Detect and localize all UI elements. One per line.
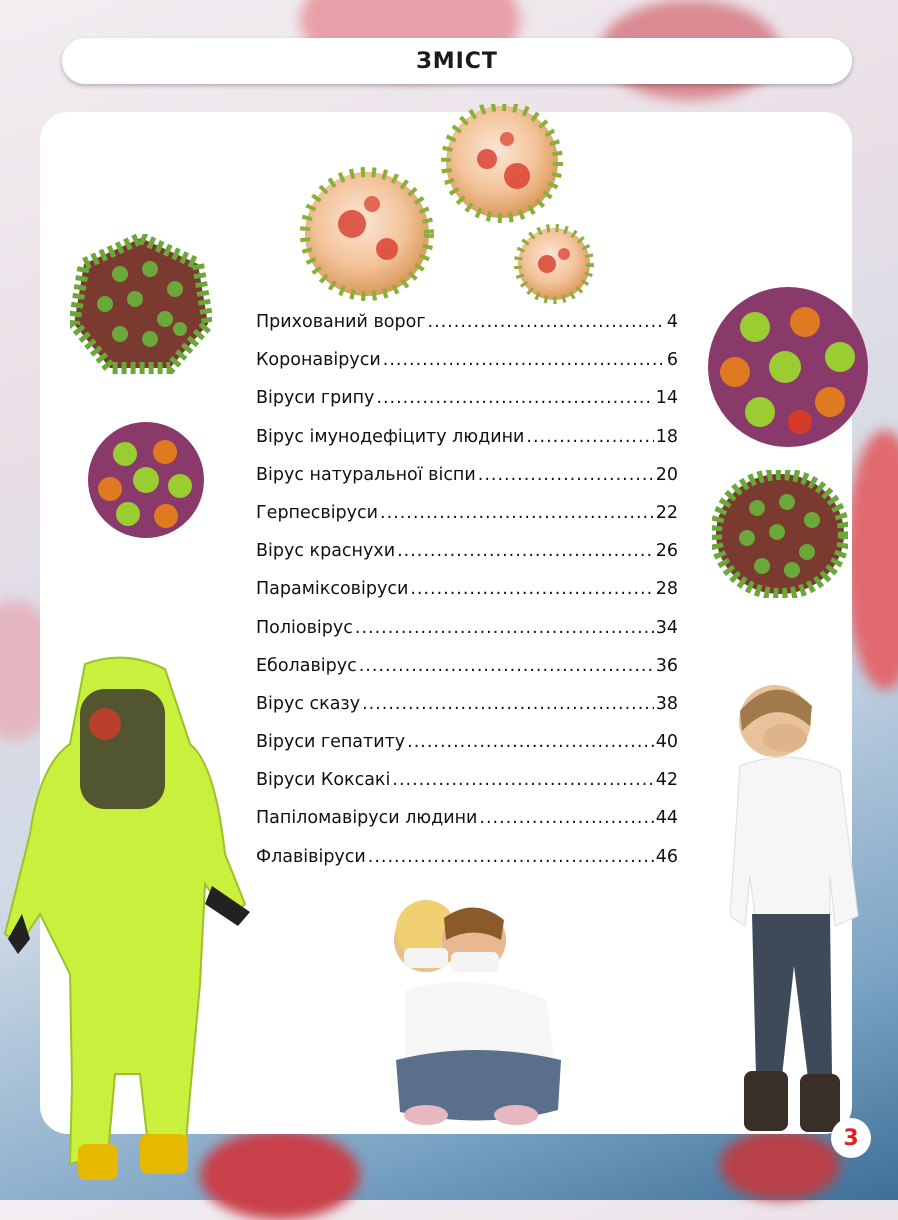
toc-entry-title: Віруси Коксакі bbox=[256, 770, 391, 791]
toc-entry-title: Вірус імунодефіциту людини bbox=[256, 426, 525, 447]
toc-entry-page: 14 bbox=[655, 388, 678, 409]
toc-entry-title: Параміксовіруси bbox=[256, 579, 409, 600]
toc-leader-dots bbox=[397, 541, 654, 561]
toc-entry-page: 44 bbox=[655, 808, 678, 829]
hazmat-suit-person-image bbox=[0, 654, 260, 1190]
toc-entry[interactable] bbox=[256, 694, 678, 732]
toc-entry-title: Герпесвіруси bbox=[256, 502, 379, 523]
toc-leader-dots bbox=[368, 847, 654, 867]
toc-entry-page: 26 bbox=[655, 541, 678, 562]
toc-entry-page: 18 bbox=[655, 426, 678, 447]
toc-entry-title: Еболавірус bbox=[256, 655, 357, 676]
toc-leader-dots bbox=[376, 388, 653, 408]
toc-entry[interactable] bbox=[256, 503, 678, 541]
toc-entry[interactable] bbox=[256, 388, 678, 426]
toc-leader-dots bbox=[407, 732, 654, 752]
toc-entry-page: 46 bbox=[655, 846, 678, 867]
toc-leader-dots bbox=[359, 656, 654, 676]
toc-leader-dots bbox=[479, 808, 653, 828]
toc-leader-dots bbox=[526, 427, 653, 447]
toc-leader-dots bbox=[355, 618, 654, 638]
toc-entry[interactable] bbox=[256, 808, 678, 846]
toc-entry[interactable] bbox=[256, 618, 678, 656]
masked-children-image bbox=[386, 900, 570, 1134]
toc-entry-title: Вірус краснухи bbox=[256, 541, 396, 562]
title-bar bbox=[62, 38, 852, 84]
coronavirus-cluster-image bbox=[292, 104, 612, 312]
toc-entry-page: 28 bbox=[655, 579, 678, 600]
toc-entry[interactable] bbox=[256, 312, 678, 350]
toc-entry[interactable] bbox=[256, 541, 678, 579]
toc-entry-page: 42 bbox=[655, 770, 678, 791]
toc-entry[interactable] bbox=[256, 847, 678, 885]
multicolor-virus-image bbox=[700, 282, 876, 452]
page-number: 3 bbox=[843, 1125, 859, 1151]
toc-entry-page: 6 bbox=[666, 350, 678, 371]
toc-entry-title: Прихований ворог bbox=[256, 312, 426, 332]
table-of-contents bbox=[256, 312, 678, 885]
toc-entry[interactable] bbox=[256, 579, 678, 617]
toc-entry-page: 22 bbox=[655, 502, 678, 523]
page-number-badge bbox=[831, 1118, 871, 1158]
toc-leader-dots bbox=[478, 465, 654, 485]
toc-entry-title: Поліовірус bbox=[256, 617, 353, 638]
toc-entry-page: 34 bbox=[655, 617, 678, 638]
toc-entry-title: Вірус натуральної віспи bbox=[256, 464, 476, 485]
toc-entry-page: 38 bbox=[655, 693, 678, 714]
toc-leader-dots bbox=[428, 312, 665, 332]
toc-entry-title: Папіломавіруси людини bbox=[256, 808, 478, 829]
toc-entry-title: Вірус сказу bbox=[256, 693, 361, 714]
toc-leader-dots bbox=[383, 350, 665, 370]
toc-entry[interactable] bbox=[256, 656, 678, 694]
toc-entry[interactable] bbox=[256, 350, 678, 388]
toc-leader-dots bbox=[380, 503, 654, 523]
toc-entry-page: 40 bbox=[655, 732, 678, 753]
background-virus-blob bbox=[845, 430, 898, 690]
page-title: ЗМІСТ bbox=[416, 48, 498, 74]
toc-leader-dots bbox=[392, 770, 653, 790]
toc-entry[interactable] bbox=[256, 427, 678, 465]
toc-entry-title: Коронавіруси bbox=[256, 350, 381, 371]
multicolor-virus-image bbox=[80, 414, 212, 546]
boy-covering-face-image bbox=[730, 676, 860, 1160]
toc-entry[interactable] bbox=[256, 770, 678, 808]
toc-entry-page: 36 bbox=[655, 655, 678, 676]
green-virus-image bbox=[712, 470, 848, 598]
toc-entry[interactable] bbox=[256, 732, 678, 770]
toc-leader-dots bbox=[362, 694, 654, 714]
toc-entry-page: 4 bbox=[666, 312, 678, 332]
toc-entry-title: Віруси грипу bbox=[256, 388, 375, 409]
toc-entry[interactable] bbox=[256, 465, 678, 503]
green-virus-image bbox=[70, 234, 212, 376]
toc-entry-title: Віруси гепатиту bbox=[256, 732, 406, 753]
toc-leader-dots bbox=[410, 579, 653, 599]
toc-entry-title: Флавівіруси bbox=[256, 846, 366, 867]
toc-entry-page: 20 bbox=[655, 464, 678, 485]
